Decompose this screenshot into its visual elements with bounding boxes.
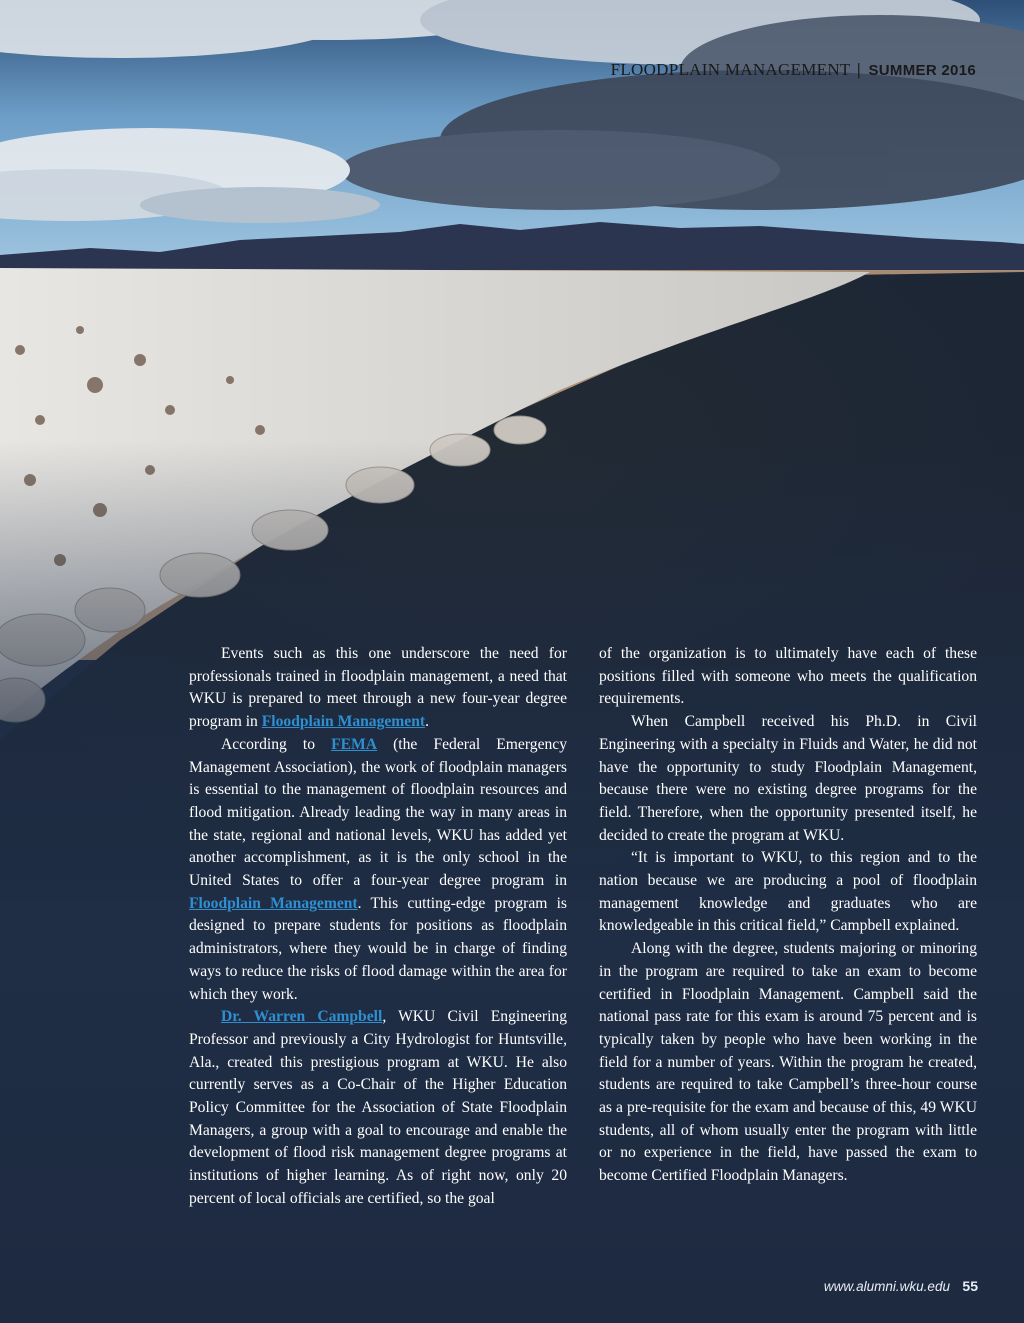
paragraph-text: (the Federal Emergency Management Association), the work of floodplain managers is essential to the management of floodplain resources and flood mitigation. Already leading the way in many areas in the state, regional and national levels, WKU has added yet another accomplishment, as it is the only school in the United States to offer a four-year degree program in <box>189 735 568 890</box>
paragraph: When Campbell received his Ph.D. in Civil Engineering with a specialty in Fluids and Water, he did not have the opportunity to study Floodplain Management, because there were no existing degree programs for the field. Therefore, when the opportunity presented itself, he decided to create the program at WKU. <box>599 713 977 844</box>
warren-campbell-link[interactable]: Dr. Warren Campbell <box>221 1008 383 1026</box>
paragraph <box>189 643 567 734</box>
paragraph: “It is important to WKU, to this region and to the nation because we are producing a pool of floodplain management knowledge and graduates who are knowledgeable in this critical field,” Campbell explained. <box>599 849 977 935</box>
paragraph <box>189 1006 567 1210</box>
article-column-left <box>189 643 567 1211</box>
header-separator: | <box>856 60 861 79</box>
running-header <box>611 60 976 80</box>
paragraph-text: According to <box>221 735 332 753</box>
paragraph <box>189 734 567 1006</box>
page-footer <box>824 1278 978 1296</box>
floodplain-management-link[interactable]: Floodplain Management <box>261 713 426 731</box>
website-url: www.alumni.wku.edu <box>823 1279 950 1294</box>
paragraph: of the organization is to ultimately have each of these positions filled with someone who meets the qualification requirements. <box>599 645 977 708</box>
page-number: 55 <box>962 1278 978 1294</box>
paragraph-text: . <box>425 713 429 731</box>
paragraph-text: . This cutting-edge program is designed to prepare students for positions as floodplain administrators, where they would be in charge of finding ways to reduce the risks of flood damage within the area for which they work. <box>189 894 567 1003</box>
issue-label: SUMMER 2016 <box>868 62 976 79</box>
article-column-right <box>599 643 977 1188</box>
paragraph-text: Events such as this one underscore the need for professionals trained in floodplain management, a need that WKU is prepared to meet through a new four-year degree program in <box>189 645 567 731</box>
publication-section-title: FLOODPLAIN MANAGEMENT <box>610 60 851 79</box>
paragraph-text: , WKU Civil Engineering Professor and previously a City Hydrologist for Huntsville, Ala., created this prestigious program at WKU. He also currently serves as a Co-Chair of the Higher Education Policy Committee for the Association of State Floodplain Managers, a group with a goal to encourage and enable the development of flood risk management degree programs at institutions of higher learning. As of right now, only 20 percent of local officials are certified, so the goal <box>189 1008 567 1207</box>
paragraph: Along with the degree, students majoring or minoring in the program are required to take an exam to become certified in Floodplain Management. Campbell said the national pass rate for this exam is around 75 percent and is typically taken by people who have been working in the field for a number of years. Within the program he created, students are required to take Campbell’s three-hour course as a pre-requisite for the exam and because of this, 49 WKU students, all of whom usually enter the program with little or no experience in the field, have passed the exam to become Certified Floodplain Managers. <box>599 940 977 1185</box>
floodplain-management-link-2[interactable]: Floodplain Management <box>189 894 358 912</box>
fema-link[interactable]: FEMA <box>331 735 378 753</box>
